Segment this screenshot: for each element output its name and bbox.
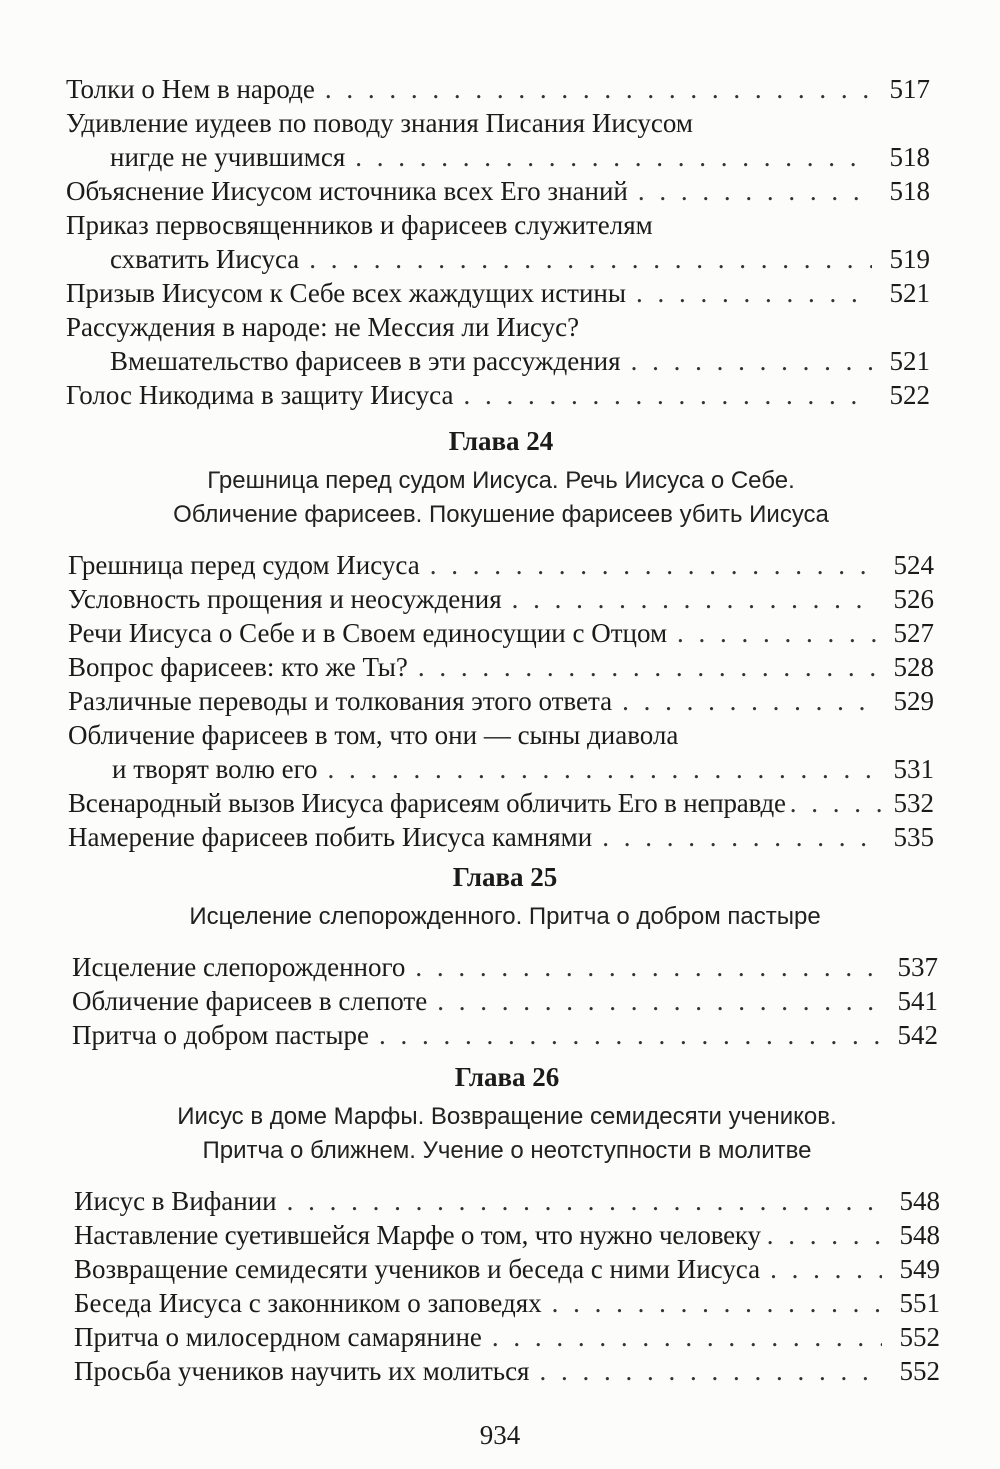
entry-page: 528 [893,652,934,682]
toc-entry [68,718,934,786]
entry-title: Просьба учеников научить их молиться [74,1356,530,1386]
leader-dots [287,1184,882,1218]
toc-entry [74,1252,940,1286]
entry-page: 522 [889,380,930,410]
chapter-summary [72,900,938,934]
toc-entry [74,1218,940,1252]
toc-section-top [0,72,1000,412]
entry-title: Условность прощения и неосуждения [68,584,502,614]
leader-dots [512,582,876,616]
chapter-summary-line: Притча о ближнем. Учение о неотступности в молитве [202,1137,812,1164]
toc-entry [72,1018,938,1052]
leader-dots [677,616,876,650]
toc-entry [68,786,934,820]
toc-entry [74,1184,940,1218]
entry-page: 532 [893,788,934,818]
entry-title-cont: и творят волю его [112,754,318,784]
chapter-heading: Глава 25 [452,862,558,892]
entry-page: 535 [893,822,934,852]
toc-entry [72,950,938,984]
leader-dots [379,1018,880,1052]
leader-dots [415,950,880,984]
leader-dots [309,242,872,276]
entry-title: Призыв Иисусом к Себе всех жаждущих истины [66,278,627,308]
entry-page: 526 [893,584,934,614]
chapter-25 [0,860,1000,1052]
entry-title: Речи Иисуса о Себе и в Своем единосущии с Отцом [68,618,668,648]
leader-dots [492,1320,882,1354]
toc-entry [66,208,930,276]
page-number: 934 [479,1420,521,1450]
toc-entry [66,276,930,310]
leader-dots [430,548,876,582]
entry-title: Объяснение Иисусом источника всех Его знаний [66,176,628,206]
entry-page: 521 [889,278,930,308]
toc-entry [66,174,930,208]
entry-title: Иисус в Вифании [74,1186,277,1216]
leader-dots [418,650,876,684]
entry-title: Наставление суетившейся Марфе о том, что нужно человеку [74,1220,761,1250]
entry-page: 517 [889,74,930,104]
leader-dots [636,276,872,310]
toc-entry [72,984,938,1018]
leader-dots [325,72,872,106]
entry-title: Притча о милосердном самарянине [74,1322,482,1352]
entry-page: 551 [899,1288,940,1318]
chapter-summary-line: Грешница перед судом Иисуса. Речь Иисуса о Себе. [207,467,795,494]
entry-page: 527 [893,618,934,648]
entry-page: 521 [889,346,930,376]
toc-entry [74,1354,940,1388]
entry-title-cont: Вмешательство фарисеев в эти рассуждения [110,346,621,376]
entry-page: 541 [897,986,938,1016]
leader-dots [770,1252,882,1286]
leader-dots [552,1286,882,1320]
leader-dots [539,1354,882,1388]
entry-title: Грешница перед судом Иисуса [68,550,420,580]
entry-title: Обличение фарисеев в том, что они — сыны диавола [68,720,679,750]
leader-dots [328,752,876,786]
entry-page: 524 [893,550,934,580]
entry-title: Обличение фарисеев в слепоте [72,986,428,1016]
entry-page: 548 [899,1186,940,1216]
chapter-24 [0,424,1000,854]
entry-title: Возвращение семидесяти учеников и беседа с ними Иисуса [74,1254,761,1284]
toc-entry [68,650,934,684]
entry-title: Приказ первосвященников и фарисеев служителям [66,210,653,240]
entry-title: Притча о добром пастыре [72,1020,369,1050]
entry-title-cont: нигде не учившимся [110,142,346,172]
chapter-26 [0,1060,1000,1388]
entry-page: 531 [893,754,934,784]
toc-entry [68,582,934,616]
entry-page: 529 [893,686,934,716]
leader-dots [355,140,872,174]
chapter-summary [74,1100,940,1168]
entry-title: Намерение фарисеев побить Иисуса камнями [68,822,593,852]
leader-dots [602,820,876,854]
toc-entry [68,684,934,718]
entry-title: Вопрос фарисеев: кто же Ты? [68,652,408,682]
entry-page: 542 [897,1020,938,1050]
chapter-heading: Глава 24 [448,426,554,456]
chapter-summary-line: Иисус в доме Марфы. Возвращение семидесяти учеников. [177,1103,837,1130]
chapter-summary-line: Обличение фарисеев. Покушение фарисеев убить Иисуса [173,501,829,528]
entry-title: Удивление иудеев по поводу знания Писания Иисусом [66,108,693,138]
leader-dots [790,786,882,820]
entry-title: Рассуждения в народе: не Мессия ли Иисус? [66,312,580,342]
toc-entry [66,378,930,412]
entry-title: Различные переводы и толкования этого ответа [68,686,613,716]
toc-entry [68,616,934,650]
entry-page: 537 [897,952,938,982]
entry-title: Исцеление слепорожденного [72,952,406,982]
entry-page: 519 [889,244,930,274]
toc-entry [66,106,930,174]
entry-title: Всенародный вызов Иисуса фарисеям обличить Его в неправде [68,788,786,818]
leader-dots [767,1218,888,1252]
entry-title-cont: схватить Иисуса [110,244,300,274]
toc-entry [66,310,930,378]
toc-entry [68,548,934,582]
entry-title: Голос Никодима в защиту Иисуса [66,380,454,410]
toc-entry [66,72,930,106]
entry-page: 548 [899,1220,940,1250]
leader-dots [622,684,876,718]
chapter-summary-line: Исцеление слепорожденного. Притча о добром пастыре [189,903,821,930]
toc-entry [68,820,934,854]
entry-page: 549 [899,1254,940,1284]
leader-dots [437,984,880,1018]
entry-page: 518 [889,142,930,172]
leader-dots [463,378,872,412]
entry-title: Толки о Нем в народе [66,74,315,104]
leader-dots [638,174,872,208]
entry-page: 518 [889,176,930,206]
leader-dots [631,344,872,378]
chapter-heading: Глава 26 [454,1062,560,1092]
entry-page: 552 [899,1356,940,1386]
chapter-summary [68,464,934,532]
toc-entry [74,1320,940,1354]
entry-title: Беседа Иисуса с законником о заповедях [74,1288,542,1318]
entry-page: 552 [899,1322,940,1352]
toc-entry [74,1286,940,1320]
